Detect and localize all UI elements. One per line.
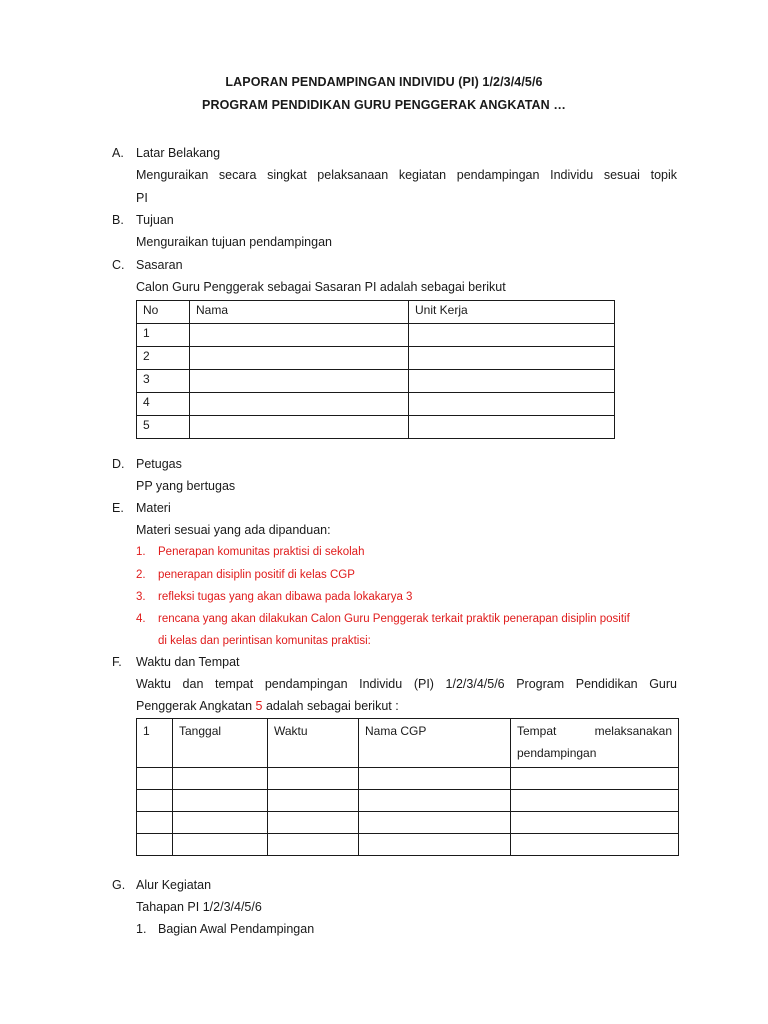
pendampingan-word: pendampingan: [517, 746, 597, 760]
document-subtitle: PROGRAM PENDIDIKAN GURU PENGGERAK ANGKATAN …: [202, 98, 566, 112]
table-cell: [511, 834, 679, 856]
section-title: Materi: [136, 501, 171, 515]
list-text: Bagian Awal Pendampingan: [158, 922, 315, 936]
table-cell: [190, 324, 409, 347]
table-cell: [511, 768, 679, 790]
table-cell: [359, 790, 511, 812]
row-number: 4: [137, 393, 190, 416]
section-a-text-cont: PI: [136, 191, 148, 205]
waktu-tempat-table: [136, 718, 679, 856]
section-title: Alur Kegiatan: [136, 878, 212, 892]
section-f-text-cont: [136, 699, 399, 713]
list-text: penerapan disiplin positif di kelas CGP: [158, 569, 355, 581]
tempat-word: Tempat: [517, 724, 557, 738]
table-cell: [137, 768, 173, 790]
section-e-text: Materi sesuai yang ada dipanduan:: [136, 523, 331, 537]
angkatan-number: 5: [255, 699, 263, 713]
section-letter: C.: [112, 258, 125, 272]
section-f-text: Waktu dan tempat pendampingan Individu (PI) 1/2/3/4/5/6 Program Pendidikan Guru: [136, 677, 677, 691]
section-letter: E.: [112, 501, 124, 515]
section-a-text: Menguraikan secara singkat pelaksanaan kegiatan pendampingan Individu sesuai topik: [136, 168, 677, 182]
list-number: 1.: [136, 922, 147, 936]
document-title: LAPORAN PENDAMPINGAN INDIVIDU (PI) 1/2/3/4/5/6: [225, 75, 543, 89]
table-row: [137, 790, 679, 812]
table-cell: [137, 790, 173, 812]
table-row: [137, 416, 615, 439]
table-row: [137, 393, 615, 416]
table-header-row: [137, 301, 615, 324]
section-d-text: PP yang bertugas: [136, 479, 236, 493]
list-text: Penerapan komunitas praktisi di sekolah: [158, 546, 365, 558]
row-number: 1: [137, 324, 190, 347]
tempat-line: [517, 720, 678, 742]
header-cell-nama: Nama: [190, 301, 409, 324]
table-cell: [173, 812, 268, 834]
table-row: [137, 768, 679, 790]
table-row: [137, 834, 679, 856]
table-cell: [409, 416, 615, 439]
table-row: [137, 812, 679, 834]
table-cell: [359, 768, 511, 790]
section-title: Tujuan: [136, 213, 174, 227]
section-letter: D.: [112, 457, 125, 471]
sasaran-table: [136, 300, 615, 439]
table-cell: [137, 812, 173, 834]
section-letter: B.: [112, 213, 124, 227]
list-number: 4.: [136, 613, 146, 625]
table-cell: [173, 790, 268, 812]
section-letter: A.: [112, 146, 124, 160]
list-text: rencana yang akan dilakukan Calon Guru Penggerak terkait praktik penerapan disiplin positif: [158, 613, 630, 625]
table-row: [137, 347, 615, 370]
table-cell: [409, 347, 615, 370]
table-cell: [190, 416, 409, 439]
table-cell: [173, 768, 268, 790]
header-cell-tempat: [511, 719, 679, 768]
melaksanakan-word: melaksanakan: [594, 724, 672, 738]
row-number: 3: [137, 370, 190, 393]
list-text: refleksi tugas yang akan dibawa pada lokakarya 3: [158, 591, 413, 603]
section-title: Sasaran: [136, 258, 183, 272]
section-title: Latar Belakang: [136, 146, 221, 160]
section-f-text-a: Penggerak Angkatan: [136, 699, 256, 713]
section-g-text: Tahapan PI 1/2/3/4/5/6: [136, 900, 262, 914]
table-cell: [409, 370, 615, 393]
table-cell: [409, 324, 615, 347]
list-number: 1.: [136, 546, 146, 558]
table-cell: [190, 370, 409, 393]
header-cell-tanggal: Tanggal: [173, 719, 268, 768]
table-cell: [190, 347, 409, 370]
section-b-text: Menguraikan tujuan pendampingan: [136, 235, 332, 249]
table-cell: [511, 790, 679, 812]
section-f-text-b: adalah sebagai berikut :: [262, 699, 399, 713]
header-cell-waktu: Waktu: [268, 719, 359, 768]
table-cell: [409, 393, 615, 416]
header-cell-unit-kerja: Unit Kerja: [409, 301, 615, 324]
list-text: di kelas dan perintisan komunitas praktisi:: [158, 635, 371, 647]
header-cell-no: No: [137, 301, 190, 324]
header-cell-nama-cgp: Nama CGP: [359, 719, 511, 768]
table-cell: [190, 393, 409, 416]
table-cell: [268, 812, 359, 834]
section-title: Waktu dan Tempat: [136, 655, 240, 669]
table-cell: [268, 834, 359, 856]
table-cell: [173, 834, 268, 856]
row-number: 5: [137, 416, 190, 439]
section-letter: F.: [112, 655, 122, 669]
table-row: [137, 324, 615, 347]
row-number: 2: [137, 347, 190, 370]
table-cell: [268, 768, 359, 790]
table-cell: [268, 790, 359, 812]
section-letter: G.: [112, 878, 126, 892]
section-title: Petugas: [136, 457, 182, 471]
section-c-text: Calon Guru Penggerak sebagai Sasaran PI adalah sebagai berikut: [136, 280, 506, 294]
table-header-row: [137, 719, 679, 768]
list-number: 3.: [136, 591, 146, 603]
table-cell: [359, 812, 511, 834]
table-cell: [511, 812, 679, 834]
table-cell: [137, 834, 173, 856]
header-cell-number: 1: [137, 719, 173, 768]
table-cell: [359, 834, 511, 856]
table-row: [137, 370, 615, 393]
list-number: 2.: [136, 569, 146, 581]
